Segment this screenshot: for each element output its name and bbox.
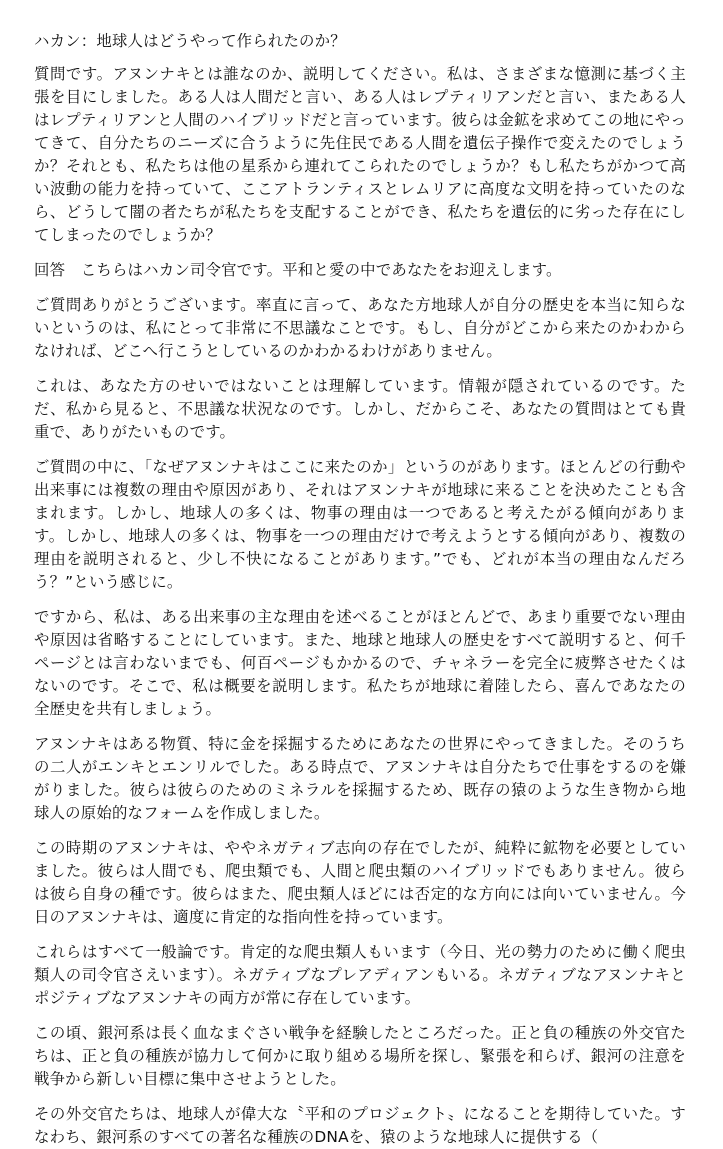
paragraph-galactic-war: この頃、銀河系は長く血なまぐさい戦争を経験したところだった。正と負の種族の外交官たちは、正と負の種族が協力して何かに取り組める場所を探し、緊張を和らげ、銀河の注意を戦争から新しい目標に集中させようとした。	[34, 1024, 686, 1088]
paragraph-answer-intro: 回答 こちらはハカン司令官です。平和と愛の中であなたをお迎えします。	[34, 261, 562, 279]
paragraph-question: 質問です。アヌンナキとは誰なのか、説明してください。私は、さまざまな憶測に基づく主張を目にしました。ある人は人間だと言い、ある人はレプティリアンだと言い、またある人はレプティリアンと人間のハイブリッドだと言っています。彼らは金鉱を求めてこの地にやってきて、自分たちのニーズに合うように先住民である人間を遺伝子操作で変えたのでしょうか？それとも、私たちは他の星系から連れてこられたのでしょうか？もし私たちがかつて高い波動の能力を持っていて、ここアトランティスとレムリアに高度な文明を持っていたのなら、どうして闇の者たちが私たちを支配することができ、私たちを遺伝的に劣った存在にしてしまったのでしょうか？	[34, 65, 686, 244]
paragraph-understanding: これは、あなた方のせいではないことは理解しています。情報が隠されているのです。ただ、私から見ると、不思議な状況なのです。しかし、だからこそ、あなたの質問はとても貴重で、ありがたいものです。	[34, 377, 686, 441]
document-title: ハカン：地球人はどうやって作られたのか？	[34, 32, 346, 50]
paragraph-anunnaki-mining: アヌンナキはある物質、特に金を採掘するためにあなたの世界にやってきました。そのうちの二人がエンキとエンリルでした。ある時点で、アヌンナキは自分たちで仕事をするのを嫌がりました。彼らは彼らのためのミネラルを採掘するため、既存の猿のような生き物から地球人の原始的なフォームを作成しました。	[34, 735, 686, 822]
paragraph-anunnaki-nature: この時期のアヌンナキは、ややネガティブ志向の存在でしたが、純粋に鉱物を必要としていました。彼らは人間でも、爬虫類でも、人間と爬虫類のハイブリッドでもありません。彼らは彼ら自身の種です。彼らはまた、爬虫類人ほどには否定的な方向には向いていません。今日のアヌンナキは、適度に肯定的な指向性を持っています。	[34, 839, 686, 926]
document-page	[34, 30, 686, 1149]
paragraph-peace-project: その外交官たちは、地球人が偉大な〝平和のプロジェクト〟になることを期待していた。すなわち、銀河系のすべての著名な種族のDNAを、猿のような地球人に提供する（	[34, 1105, 686, 1146]
paragraph-reasons: ご質問の中に、「なぜアヌンナキはここに来たのか」というのがあります。ほとんどの行動や出来事には複数の理由や原因があり、それはアヌンナキが地球に来ることを決めたことも含まれます。しかし、地球人の多くは、物事の理由は一つであると考えたがる傾向があります。しかし、地球人の多くは、物事を一つの理由だけで考えようとする傾向があり、複数の理由を説明されると、少し不快になることがあります。”でも、どれが本当の理由なんだろう？”という感じに。	[34, 458, 686, 591]
paragraph-thanks: ご質問ありがとうございます。率直に言って、あなた方地球人が自分の歴史を本当に知らないというのは、私にとって非常に不思議なことです。もし、自分がどこから来たのかわからなければ、どこへ行こうとしているのかわかるわけがありません。	[34, 296, 686, 360]
paragraph-summary: ですから、私は、ある出来事の主な理由を述べることがほとんどで、あまり重要でない理由や原因は省略することにしています。また、地球と地球人の歴史をすべて説明すると、何千ページとは言わないまでも、何百ページもかかるので、チャネラーを完全に疲弊させたくはないのです。そこで、私は概要を説明します。私たちが地球に着陸したら、喜んであなたの全歴史を共有しましょう。	[34, 608, 686, 718]
paragraph-generalities: これらはすべて一般論です。肯定的な爬虫類人もいます（今日、光の勢力のために働く爬虫類人の司令官さえいます）。ネガティブなプレアディアンもいる。ネガティブなアヌンナキとポジティブなアヌンナキの両方が常に存在しています。	[34, 943, 686, 1007]
